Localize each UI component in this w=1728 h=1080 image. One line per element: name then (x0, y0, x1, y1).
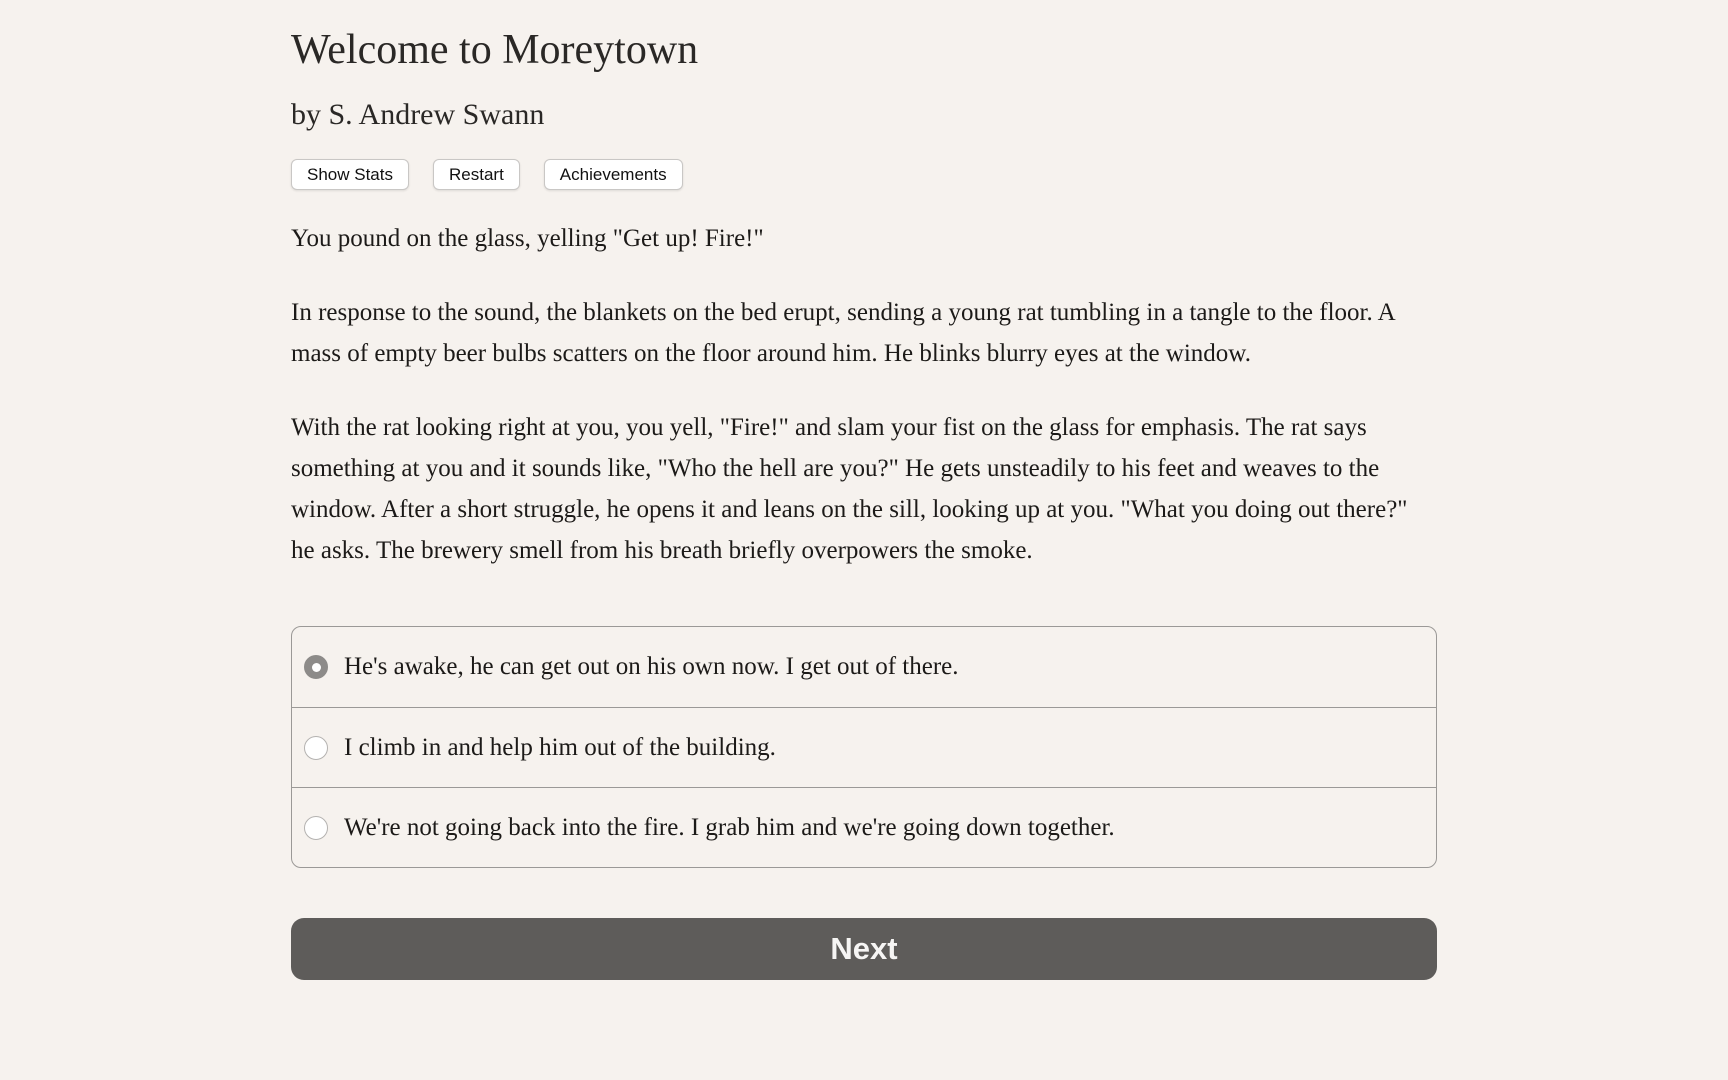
show-stats-button[interactable]: Show Stats (291, 159, 409, 190)
story-page (291, 25, 1437, 980)
radio-button-icon[interactable] (304, 816, 328, 840)
story-text (291, 218, 1437, 571)
radio-button-icon[interactable] (304, 655, 328, 679)
choice-option-2[interactable] (292, 707, 1436, 787)
choice-list (291, 626, 1437, 868)
toolbar (291, 159, 1437, 190)
choice-option-label: We're not going back into the fire. I grab him and we're going down together. (344, 813, 1115, 841)
next-button[interactable]: Next (291, 918, 1437, 980)
story-paragraph: In response to the sound, the blankets on the bed erupt, sending a young rat tumbling in a tangle to the floor. A mass of empty beer bulbs scatters on the floor around him. He blinks blurry eyes at the window. (291, 299, 1395, 367)
restart-button[interactable]: Restart (433, 159, 520, 190)
choice-option-label: He's awake, he can get out on his own now. I get out of there. (344, 653, 959, 680)
achievements-button[interactable]: Achievements (544, 159, 683, 190)
choice-option-label: I climb in and help him out of the building. (344, 733, 776, 761)
story-paragraph: You pound on the glass, yelling "Get up! Fire!" (291, 225, 764, 252)
radio-button-icon[interactable] (304, 736, 328, 760)
story-paragraph: With the rat looking right at you, you yell, "Fire!" and slam your fist on the glass for emphasis. The rat says something at you and it sounds like, "Who the hell are you?" He gets unsteadily to his feet and weaves to the window. After a short struggle, he opens it and leans on the sill, looking up at you. "What you doing out there?" he asks. The brewery smell from his breath briefly overpowers the smoke. (291, 414, 1408, 564)
choice-option-3[interactable] (292, 787, 1436, 867)
page-title: Welcome to Moreytown (291, 27, 699, 73)
author-byline: by S. Andrew Swann (291, 98, 545, 131)
choice-option-1[interactable] (292, 627, 1436, 707)
